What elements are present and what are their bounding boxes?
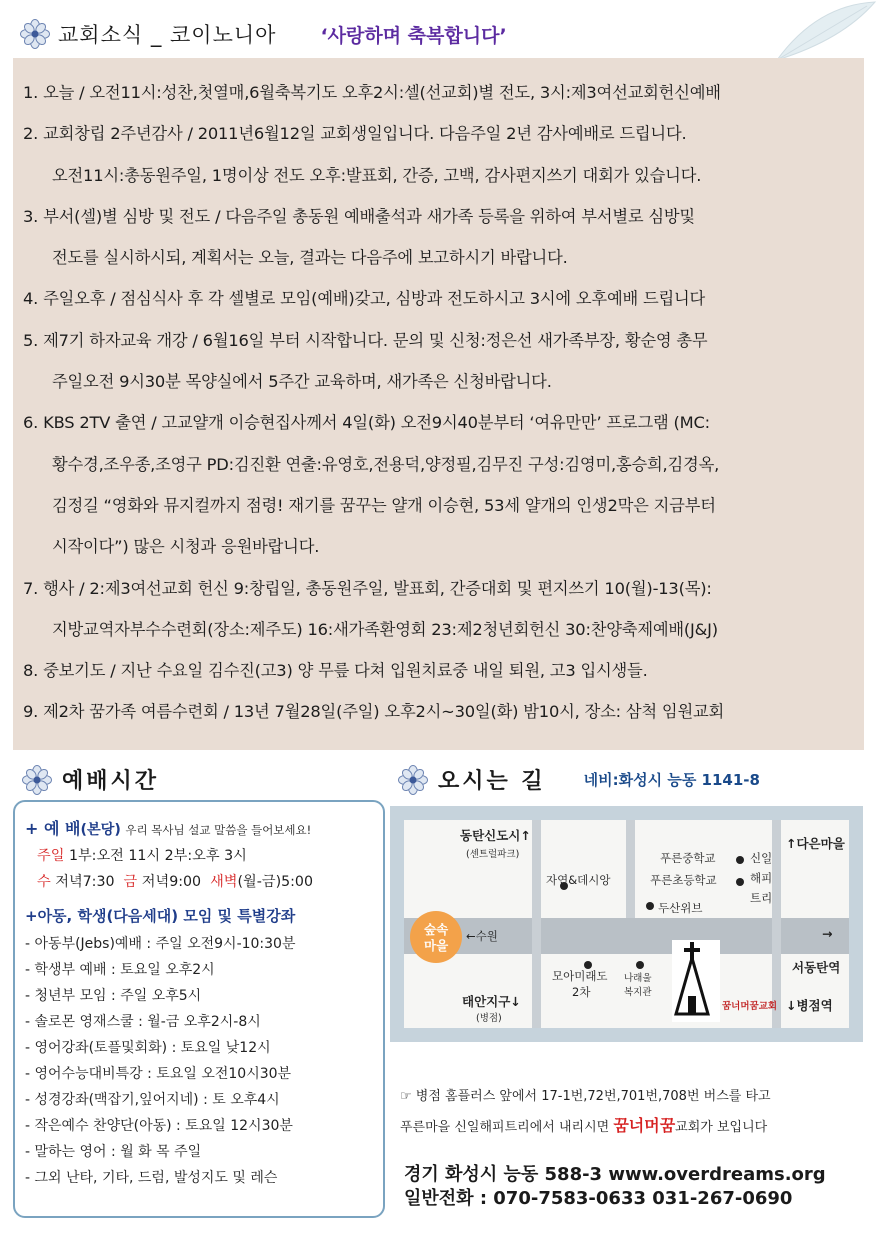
road-right <box>772 820 781 1028</box>
program-item: - 영어수능대비특강 : 토요일 오전10시30분 <box>25 1066 292 1082</box>
notice-item <box>23 568 858 651</box>
notice-text: 1. 오늘 / 오전11시:성찬,첫열매,6월축복기도 오후2시:셀(선교회)별 전도, 3시:제3여선교회헌신예배 <box>23 83 721 102</box>
main-service-note: 우리 목사님 설교 말씀을 들어보세요! <box>125 823 312 837</box>
map-label-suwon: ←수원 <box>466 929 498 943</box>
map-label-dongtan: 동탄신도시↑ <box>460 828 531 843</box>
map-label-middle-school: 푸른중학교 <box>660 851 716 865</box>
map-label-daeun: ↑다은마을 <box>786 836 845 851</box>
sunday-times: 1부:오전 11시 2부:오후 3시 <box>68 848 247 864</box>
main-service-line <box>25 816 375 843</box>
program-item: - 영어강좌(토플및회화) : 토요일 낮12시 <box>25 1040 271 1056</box>
dawn-label: 새벽 <box>210 874 238 890</box>
map-label-jayeon: 자연&데시앙 <box>546 873 611 887</box>
program-item: - 학생부 예배 : 토요일 오후2시 <box>25 962 215 978</box>
worship-schedule-box <box>13 800 385 1218</box>
bus-line-2-pre: 푸른마을 신일해피트리에서 내리시면 <box>400 1120 614 1135</box>
notice-item <box>23 320 858 403</box>
map-label-church: 꿈너머꿈교회 <box>722 1001 778 1012</box>
school-dot <box>736 856 744 864</box>
main-service-place: (본당) <box>80 822 121 838</box>
bus-line-1: ☞ 병점 홈플러스 앞에서 17-1번,72번,701번,708번 버스를 타고 <box>400 1089 771 1104</box>
church-name: 꿈너머꿈 <box>613 1116 676 1135</box>
notice-item <box>23 650 858 691</box>
notice-text: 3. 부서(셀)별 심방 및 전도 / 다음주일 총동원 예배출석과 새가족 등록을 위하여 부서별로 심방및 <box>23 206 695 226</box>
notice-text: 4. 주일오후 / 점심식사 후 각 셀별로 모임(예배)갖고, 심방과 전도하시고 3시에 오후예배 드립니다 <box>23 289 706 309</box>
notice-text: 7. 행사 / 2:제3여선교회 헌신 9:창립일, 총동원주일, 발표회, 간증대회 및 편지쓰기 10(월)-13(목): <box>23 578 712 598</box>
navigation-address: 네비:화성시 능동 1141-8 <box>583 771 760 789</box>
map-label-sinil: 신일 <box>750 851 773 865</box>
address-line: 경기 화성시 능동 588-3 www.overdreams.org <box>404 1164 826 1185</box>
map-frame <box>390 806 863 1042</box>
bus-directions <box>400 1082 771 1142</box>
notice-item <box>23 72 858 113</box>
page-title: 교회소식 _ 코이노니아 <box>58 23 277 47</box>
bus-line-2-post: 교회가 보입니다 <box>675 1120 768 1135</box>
program-item: - 작은예수 찬양단(아동) : 토요일 12시30분 <box>25 1118 293 1134</box>
notice-text-continued: 지방교역자부수수련회(장소:제주도) 16:새가족환영회 23:제2청년회헌신 30:찬양축제예배(J&J) <box>52 619 718 639</box>
sunday-label: 주일 <box>37 848 65 864</box>
notice-text: 2. 교회창립 2주년감사 / 2011년6월12일 교회생일입니다. 다음주일 2년 감사예배로 드립니다. <box>23 124 687 144</box>
notices-box <box>13 58 864 750</box>
notice-text-continued: 김정길 “영화와 뮤지컬까지 점령! 재기를 꿈꾸는 얄개 이승현, 53세 얄개의 인생2막은 지금부터 <box>52 495 716 515</box>
map-label-forest-2: 마을 <box>424 938 449 953</box>
map-label-forest-1: 숲속 <box>424 922 449 937</box>
notice-text: 9. 제2차 꿈가족 여름수련회 / 13년 7월28일(주일) 오후2시~30일(화) 밤10시, 장소: 삼척 임원교회 <box>23 702 725 722</box>
program-item: - 청년부 모임 : 주일 오후5시 <box>25 988 202 1004</box>
flower-icon <box>20 19 50 49</box>
map-label-tri: 트리 <box>750 891 773 905</box>
notice-text: 8. 중보기도 / 지난 수요일 김수진(고3) 양 무릎 다쳐 입원치료중 내일 퇴원, 고3 입시생들. <box>23 661 648 681</box>
flower-icon <box>22 765 52 795</box>
notice-item <box>23 196 858 279</box>
notice-text-continued: 황수경,조우종,조영구 PD:김진환 연출:유영호,전용덕,양정필,김무진 구성:김영미,홍승희,김경옥, <box>52 454 720 474</box>
map-label-byeongjeom-paren: (병점) <box>476 1013 502 1024</box>
program-item: - 그외 난타, 기타, 드럼, 발성지도 및 레슨 <box>25 1170 278 1186</box>
map-label-seodongtan: 서동탄역 <box>792 960 841 975</box>
notice-text-continued: 오전11시:총동원주일, 1명이상 전도 오후:발표회, 간증, 고백, 감사편지쓰기 대회가 있습니다. <box>52 165 702 185</box>
worship-title: 예배시간 <box>62 769 160 794</box>
program-item: - 말하는 영어 : 월 화 목 주일 <box>25 1144 202 1160</box>
directions-title: 오시는 길 <box>438 769 546 794</box>
map-label-taean: 태안지구↓ <box>462 994 521 1009</box>
notices-header <box>20 14 507 54</box>
map-label-doosan: 두산위브 <box>658 901 703 915</box>
map <box>404 820 849 1028</box>
notice-item <box>23 691 858 732</box>
program-item: - 성경강좌(맥잡기,잎어지네) : 토 오후4시 <box>25 1092 280 1108</box>
program-item: - 아동부(Jebs)예배 : 주일 오전9시-10:30분 <box>25 936 296 952</box>
weekday-line <box>25 869 375 895</box>
road-left <box>532 820 541 1028</box>
flower-icon <box>398 765 428 795</box>
map-label-seodongtan-arrow: → <box>822 926 833 941</box>
map-label-narae-1: 나래울 <box>624 973 652 984</box>
wed-time: 저녁7:30 <box>55 874 115 890</box>
fri-time: 저녁9:00 <box>141 874 202 890</box>
motto: ‘사랑하며 축복합니다’ <box>320 24 507 47</box>
doosan-dot <box>646 902 654 910</box>
wed-label: 수 <box>37 874 51 890</box>
notice-text: 5. 제7기 하자교육 개강 / 6월16일 부터 시작합니다. 문의 및 신청:정은선 새가족부장, 황순영 총무 <box>23 330 708 350</box>
notice-item <box>23 278 858 319</box>
map-label-moamirae-1: 모아미래도 <box>552 969 608 983</box>
map-label-narae-2: 복지관 <box>624 987 652 998</box>
notice-text-continued: 시작이다”) 많은 시청과 응원바랍니다. <box>52 537 320 557</box>
church-icon <box>672 940 720 1022</box>
notice-text-continued: 전도를 실시하시되, 계획서는 오늘, 결과는 다음주에 보고하시기 바랍니다. <box>52 248 568 268</box>
narae-dot <box>636 961 644 969</box>
youth-program-list <box>25 931 375 1191</box>
map-label-byeongjeom: ↓병점역 <box>786 998 833 1013</box>
contact-info <box>404 1163 826 1211</box>
directions-header <box>398 764 760 795</box>
notice-text: 6. KBS 2TV 출연 / 고교얄개 이승현집사께서 4일(화) 오전9시40분부터 ‘여유만만’ 프로그램 (MC: <box>23 413 710 433</box>
school2-dot <box>736 878 744 886</box>
notice-item <box>23 113 858 196</box>
map-label-haepi: 해피 <box>750 871 773 885</box>
map-label-moamirae-2: 2차 <box>572 985 591 999</box>
map-label-elementary-school: 푸른초등학교 <box>650 873 717 887</box>
notice-item <box>23 402 858 567</box>
map-label-central-park: (센트럴파크) <box>466 849 520 860</box>
fri-label: 금 <box>123 874 138 890</box>
phone-line: 일반전화 : 070-7583-0633 031-267-0690 <box>404 1188 793 1209</box>
bus-line-2 <box>400 1111 771 1142</box>
main-service-label: + 예 배 <box>25 819 81 838</box>
youth-section-title: +아동, 학생(다음세대) 모임 및 특별강좌 <box>25 907 296 925</box>
worship-header <box>22 764 159 795</box>
road-mid <box>626 820 635 918</box>
sunday-line <box>25 843 375 869</box>
program-item: - 솔로몬 영재스쿨 : 월-금 오후2시-8시 <box>25 1014 261 1030</box>
dawn-time: (월-금)5:00 <box>237 874 313 890</box>
notice-text-continued: 주일오전 9시30분 목양실에서 5주간 교육하며, 새가족은 신청바랍니다. <box>52 372 552 392</box>
notice-list <box>13 58 864 733</box>
